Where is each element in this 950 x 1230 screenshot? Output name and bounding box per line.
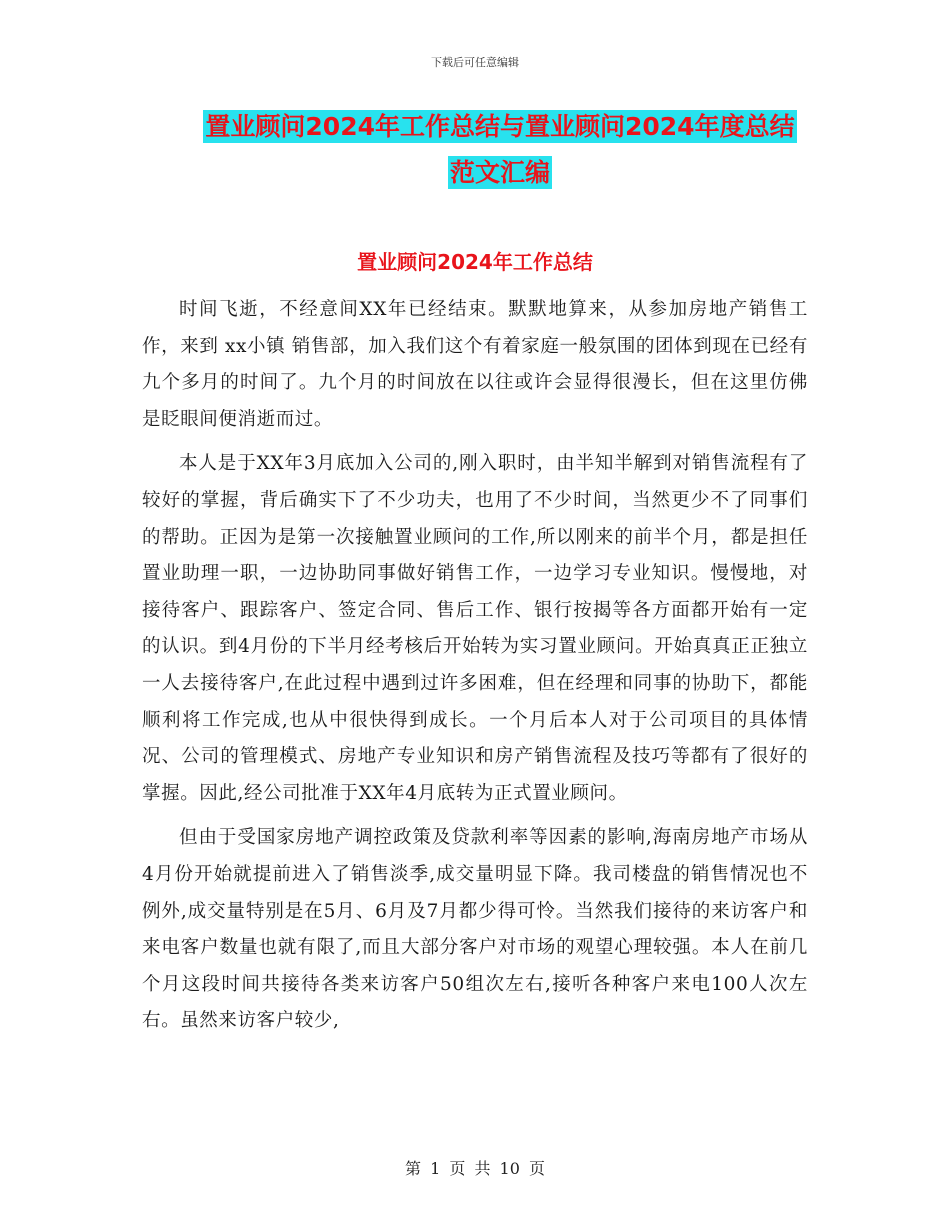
section-title: 置业顾问2024年工作总结: [357, 250, 593, 274]
header-note: 下载后可任意编辑: [431, 56, 519, 69]
paragraph-2: 本人是于XX年3月底加入公司的,刚入职时，由半知半解到对销售流程有了较好的掌握，背后确实下了不少功夫，也用了不少时间，当然更少不了同事们的帮助。正因为是第一次接触置业顾问的工作,所以刚来的前半个月，都是担任置业助理一职，一边协助同事做好销售工作，一边学习专业知识。慢慢地，对接待客户、跟踪客户、签定合同、售后工作、银行按揭等各方面都开始有一定的认识。到4月份的下半月经考核后开始转为实习置业顾问。开始真真正正独立一人去接待客户,在此过程中遇到过许多困难，但在经理和同事的协助下，都能顺利将工作完成,也从中很快得到成长。一个月后本人对于公司项目的具体情况、公司的管理模式、房地产专业知识和房产销售流程及技巧等都有了很好的掌握。因此,经公司批准于XX年4月底转为正式置业顾问。: [142, 453, 808, 804]
document-body: [142, 292, 808, 1048]
paragraph-3: 但由于受国家房地产调控政策及贷款利率等因素的影响,海南房地产市场从4月份开始就提前进入了销售淡季,成交量明显下降。我司楼盘的销售情况也不例外,成交量特别是在5月、6月及7月都少得可怜。当然我们接待的来访客户和来电客户数量也就有限了,而且大部分客户对市场的观望心理较强。本人在前几个月这段时间共接待各类来访客户50组次左右,接听各种客户来电100人次左右。虽然来访客户较少,: [142, 827, 808, 1032]
document-title-line-2: 范文汇编: [449, 158, 550, 187]
document-title-line-1: 置业顾问2024年工作总结与置业顾问2024年度总结: [205, 112, 795, 141]
page-number-footer: 第 1 页 共 10 页: [405, 1159, 545, 1178]
document-title: [190, 104, 810, 196]
paragraph-1: 时间飞逝，不经意间XX年已经结束。默默地算来，从参加房地产销售工作，来到 xx小镇 销售部，加入我们这个有着家庭一般氛围的团体到现在已经有九个多月的时间了。九个月的时间放在以往或许会显得很漫长，但在这里仿佛是眨眼间便消逝而过。: [142, 299, 808, 430]
